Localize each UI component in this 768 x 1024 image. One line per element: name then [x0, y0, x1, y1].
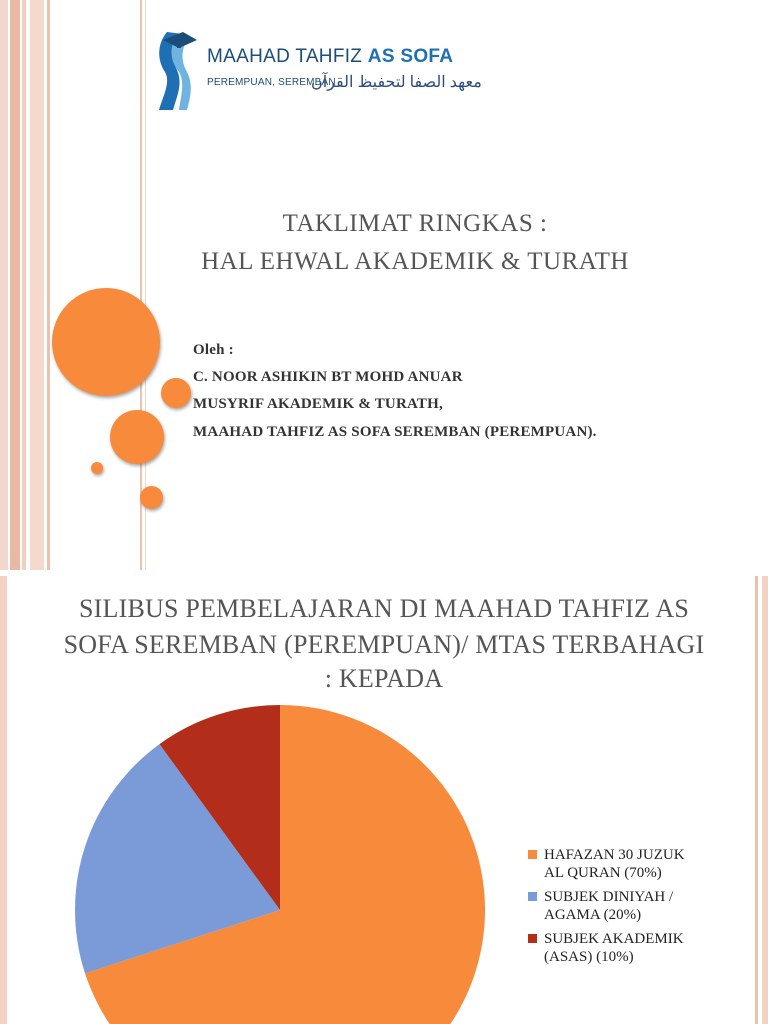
byline-label: Oleh :: [193, 342, 234, 358]
legend-label: AL QURAN (70%): [544, 865, 662, 881]
logo-title-bold: AS SOFA: [367, 46, 454, 67]
slide-title-line1: TAKLIMAT RINGKAS :: [282, 210, 548, 237]
legend-label: SUBJEK AKADEMIK: [544, 931, 684, 947]
legend-swatch: [528, 934, 537, 943]
legend-label: AGAMA (20%): [544, 907, 642, 923]
legend-item-hafazan: [528, 846, 758, 882]
legend-label: HAFAZAN 30 JUZUK: [544, 847, 685, 863]
legend-swatch: [528, 850, 537, 859]
logo-subtitle: PEREMPUAN, SEREMBAN: [207, 77, 336, 88]
legend-label: SUBJEK DINIYAH /: [544, 889, 674, 905]
chart-title-line3: : KEPADA: [324, 664, 444, 693]
chart-title-line2: SOFA SEREMBAN (PEREMPUAN)/ MTAS TERBAHAGI: [63, 630, 705, 659]
chart-legend: [528, 846, 758, 972]
chart-title-line1: SILIBUS PEMBELAJARAN DI MAAHAD TAHFIZ AS: [79, 594, 689, 623]
slide-title-line2: HAL EHWAL AKADEMIK & TURATH: [201, 248, 629, 275]
legend-label: (ASAS) (10%): [544, 949, 634, 965]
byline-institution: MAAHAD TAHFIZ AS SOFA SEREMBAN (PEREMPUAN).: [193, 424, 597, 440]
logo-arabic-text: معهد الصفا لتحفيظ القرآن: [311, 74, 482, 91]
legend-swatch: [528, 892, 537, 901]
legend-item-diniyah: [528, 888, 758, 924]
legend-item-akademik: [528, 930, 758, 966]
byline-name: C. NOOR ASHIKIN BT MOHD ANUAR: [193, 369, 463, 385]
byline-position: MUSYRIF AKADEMIK & TURATH,: [193, 396, 443, 412]
logo-title-plain: MAAHAD TAHFIZ: [207, 46, 368, 67]
